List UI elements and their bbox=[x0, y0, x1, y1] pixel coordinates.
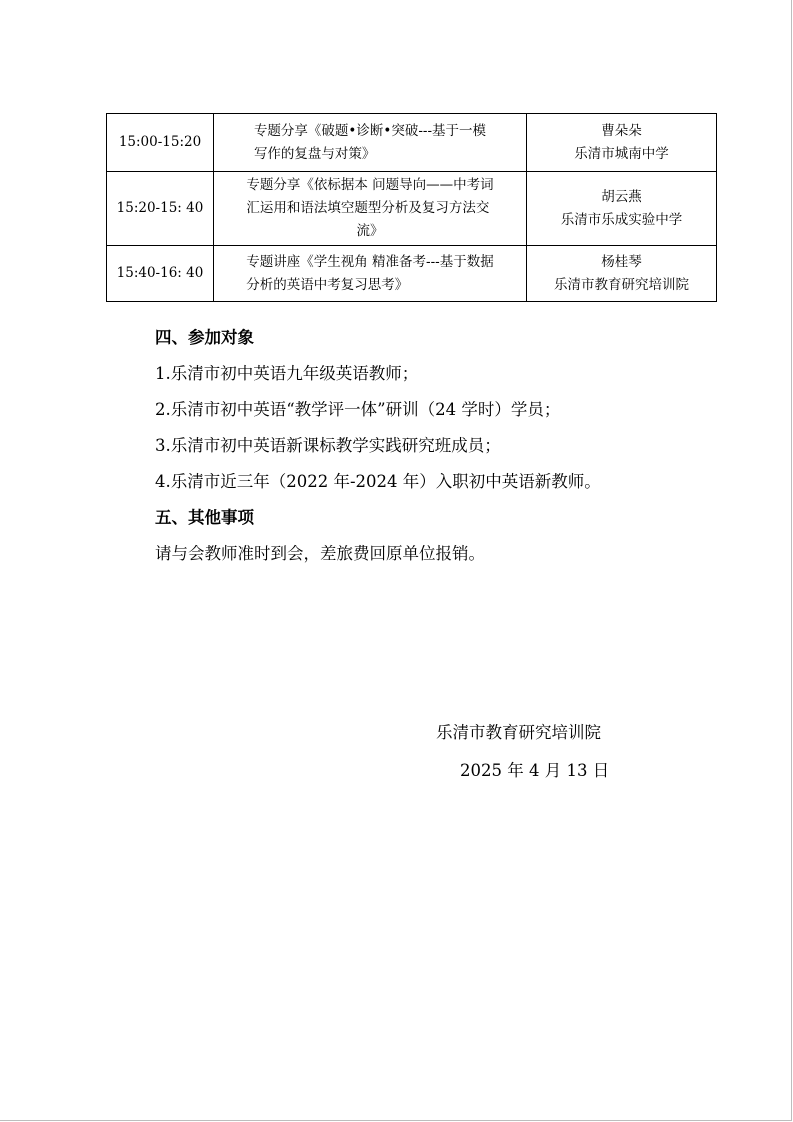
signature-date: 2025 年 4 月 13 日 bbox=[460, 761, 610, 780]
participants-heading: 四、参加对象 bbox=[155, 328, 254, 347]
speaker-cell bbox=[527, 246, 717, 302]
list-item: 4.乐清市近三年（2022 年-2024 年）入职初中英语新教师。 bbox=[155, 472, 601, 491]
participants-section bbox=[155, 320, 715, 572]
topic-line: 写作的复盘与对策》 bbox=[253, 145, 376, 162]
speaker-org: 乐清市教育研究培训院 bbox=[554, 276, 689, 293]
topic-line: 分析的英语中考复习思考》 bbox=[246, 276, 409, 293]
topic-line: 专题分享《破题•诊断•突破---基于一模 bbox=[253, 122, 487, 139]
topic-cell bbox=[214, 114, 527, 172]
topic-line: 流》 bbox=[356, 223, 384, 239]
schedule-table bbox=[106, 113, 717, 302]
topic-line: 汇运用和语法填空题型分析及复习方法交 bbox=[246, 200, 490, 216]
other-text: 请与会教师准时到会，差旅费回原单位报销。 bbox=[155, 544, 485, 563]
table-row bbox=[107, 114, 717, 172]
speaker-org: 乐清市乐成实验中学 bbox=[560, 211, 683, 228]
speaker-name: 杨桂琴 bbox=[601, 253, 642, 270]
other-heading: 五、其他事项 bbox=[155, 508, 254, 527]
list-item: 3.乐清市初中英语新课标教学实践研究班成员； bbox=[155, 436, 501, 455]
table-row bbox=[107, 172, 717, 246]
list-item: 2.乐清市初中英语“教学评一体”研训（24 学时）学员； bbox=[155, 400, 561, 419]
speaker-cell bbox=[527, 172, 717, 246]
time-cell: 15:00-15:20 bbox=[107, 114, 214, 172]
speaker-cell bbox=[527, 114, 717, 172]
topic-cell bbox=[214, 246, 527, 302]
time-cell: 15:20-15: 40 bbox=[107, 172, 214, 246]
list-item: 1.乐清市初中英语九年级英语教师； bbox=[155, 364, 419, 383]
topic-line: 专题讲座《学生视角 精准备考---基于数据 bbox=[246, 253, 494, 270]
time-cell: 15:40-16: 40 bbox=[107, 246, 214, 302]
table-row bbox=[107, 246, 717, 302]
topic-cell bbox=[214, 172, 527, 246]
speaker-name: 曹朵朵 bbox=[601, 122, 642, 139]
topic-line: 专题分享《依标据本 问题导向——中考词 bbox=[246, 177, 494, 193]
speaker-name: 胡云燕 bbox=[601, 188, 642, 205]
signature-org: 乐清市教育研究培训院 bbox=[436, 723, 601, 742]
speaker-org: 乐清市城南中学 bbox=[574, 145, 669, 162]
